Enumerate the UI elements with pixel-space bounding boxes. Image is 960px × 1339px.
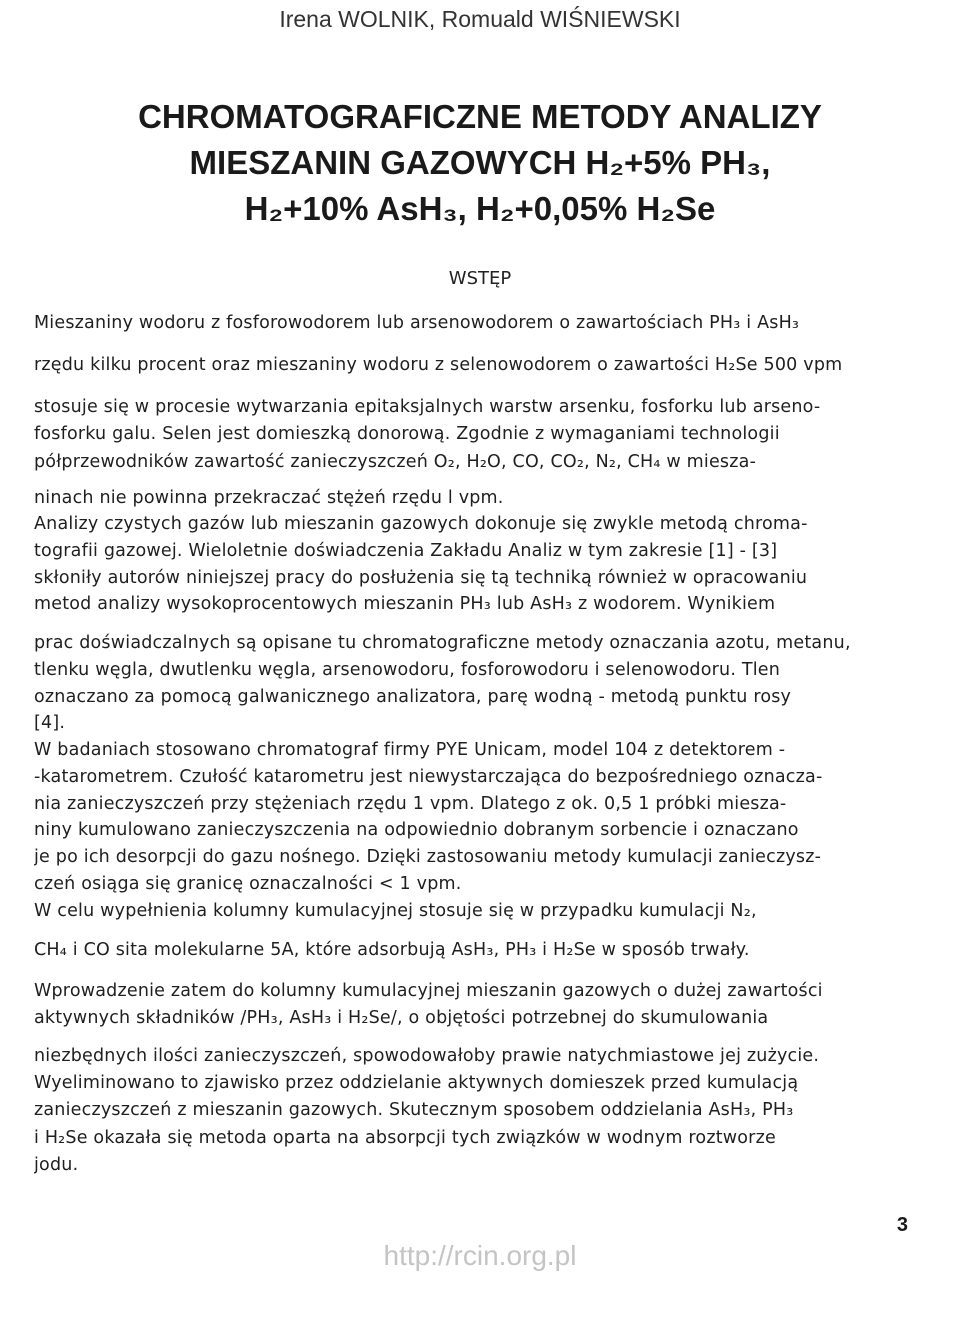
- body-line: W badaniach stosowano chromatograf firmy PYE Unicam, model 104 z detektorem -: [34, 740, 786, 760]
- body-line: metod analizy wysokoprocentowych mieszanin PH₃ lub AsH₃ z wodorem. Wynikiem: [34, 594, 776, 614]
- body-line: jodu.: [34, 1155, 79, 1175]
- body-line: niny kumulowano zanieczyszczenia na odpowiednio dobranym sorbencie i oznaczano: [34, 820, 799, 840]
- body-line: Analizy czystych gazów lub mieszanin gazowych dokonuje się zwykle metodą chroma-: [34, 514, 808, 534]
- body-line: zanieczyszczeń z mieszanin gazowych. Skutecznym sposobem oddzielania AsH₃, PH₃: [34, 1100, 794, 1120]
- body-line: fosforku galu. Selen jest domieszką donorową. Zgodnie z wymaganiami technologii: [34, 424, 780, 444]
- body-line: półprzewodników zawartość zanieczyszczeń O₂, H₂O, CO, CO₂, N₂, CH₄ w miesza-: [34, 452, 757, 472]
- body-line: tografii gazowej. Wieloletnie doświadczenia Zakładu Analiz w tym zakresie [1] - [3]: [34, 541, 778, 561]
- body-line: Wyeliminowano to zjawisko przez oddzielanie aktywnych domieszek przed kumulacją: [34, 1073, 799, 1093]
- body-line: aktywnych składników /PH₃, AsH₃ i H₂Se/, o objętości potrzebnej do skumulowania: [34, 1008, 769, 1028]
- body-line: [4].: [34, 713, 66, 733]
- body-line: i H₂Se okazała się metoda oparta na absorpcji tych związków w wodnym roztworze: [34, 1128, 776, 1148]
- title-line: CHROMATOGRAFICZNE METODY ANALIZY: [138, 98, 822, 135]
- body-line: prac doświadczalnych są opisane tu chromatograficzne metody oznaczania azotu, metanu,: [34, 633, 851, 653]
- title-line: H₂+10% AsH₃, H₂+0,05% H₂Se: [244, 190, 716, 227]
- page-number: 3: [896, 1214, 908, 1236]
- body-line: skłoniły autorów niniejszej pracy do posłużenia się tą techniką również w opracowaniu: [34, 568, 808, 588]
- body-line: W celu wypełnienia kolumny kumulacyjnej stosuje się w przypadku kumulacji N₂,: [34, 901, 757, 921]
- body-line: niezbędnych ilości zanieczyszczeń, spowodowałoby prawie natychmiastowe jej zużycie.: [34, 1046, 820, 1066]
- body-line: Mieszaniny wodoru z fosforowodorem lub arsenowodorem o zawartościach PH₃ i AsH₃: [34, 313, 800, 333]
- body-line: CH₄ i CO sita molekularne 5A, które adsorbują AsH₃, PH₃ i H₂Se w sposób trwały.: [34, 940, 750, 960]
- title-line: MIESZANIN GAZOWYCH H₂+5% PH₃,: [189, 144, 771, 181]
- body-line: nia zanieczyszczeń przy stężeniach rzędu 1 vpm. Dlatego z ok. 0,5 1 próbki miesza-: [34, 794, 787, 814]
- authors: Irena WOLNIK, Romuald WIŚNIEWSKI: [279, 6, 681, 32]
- section-heading: WSTĘP: [448, 268, 512, 289]
- body-line: -katarometrem. Czułość katarometru jest niewystarczająca do bezpośredniego oznacza-: [34, 767, 823, 787]
- body-line: oznaczano za pomocą galwanicznego analizatora, parę wodną - metodą punktu rosy: [34, 687, 792, 707]
- body-line: je po ich desorpcji do gazu nośnego. Dzięki zastosowaniu metody kumulacji zanieczysz-: [34, 847, 822, 867]
- watermark: http://rcin.org.pl: [383, 1240, 577, 1271]
- body-line: stosuje się w procesie wytwarzania epitaksjalnych warstw arsenku, fosforku lub arseno-: [34, 397, 821, 417]
- body-line: czeń osiąga się granicę oznaczalności < 1 vpm.: [34, 874, 462, 894]
- paper-title: [60, 94, 900, 232]
- body-line: tlenku węgla, dwutlenku węgla, arsenowodoru, fosforowodoru i selenowodoru. Tlen: [34, 660, 781, 680]
- body-line: ninach nie powinna przekraczać stężeń rzędu l vpm.: [34, 488, 504, 508]
- body-line: rzędu kilku procent oraz mieszaniny wodoru z selenowodorem o zawartości H₂Se 500 vpm: [34, 355, 843, 375]
- body-line: Wprowadzenie zatem do kolumny kumulacyjnej mieszanin gazowych o dużej zawartości: [34, 981, 823, 1001]
